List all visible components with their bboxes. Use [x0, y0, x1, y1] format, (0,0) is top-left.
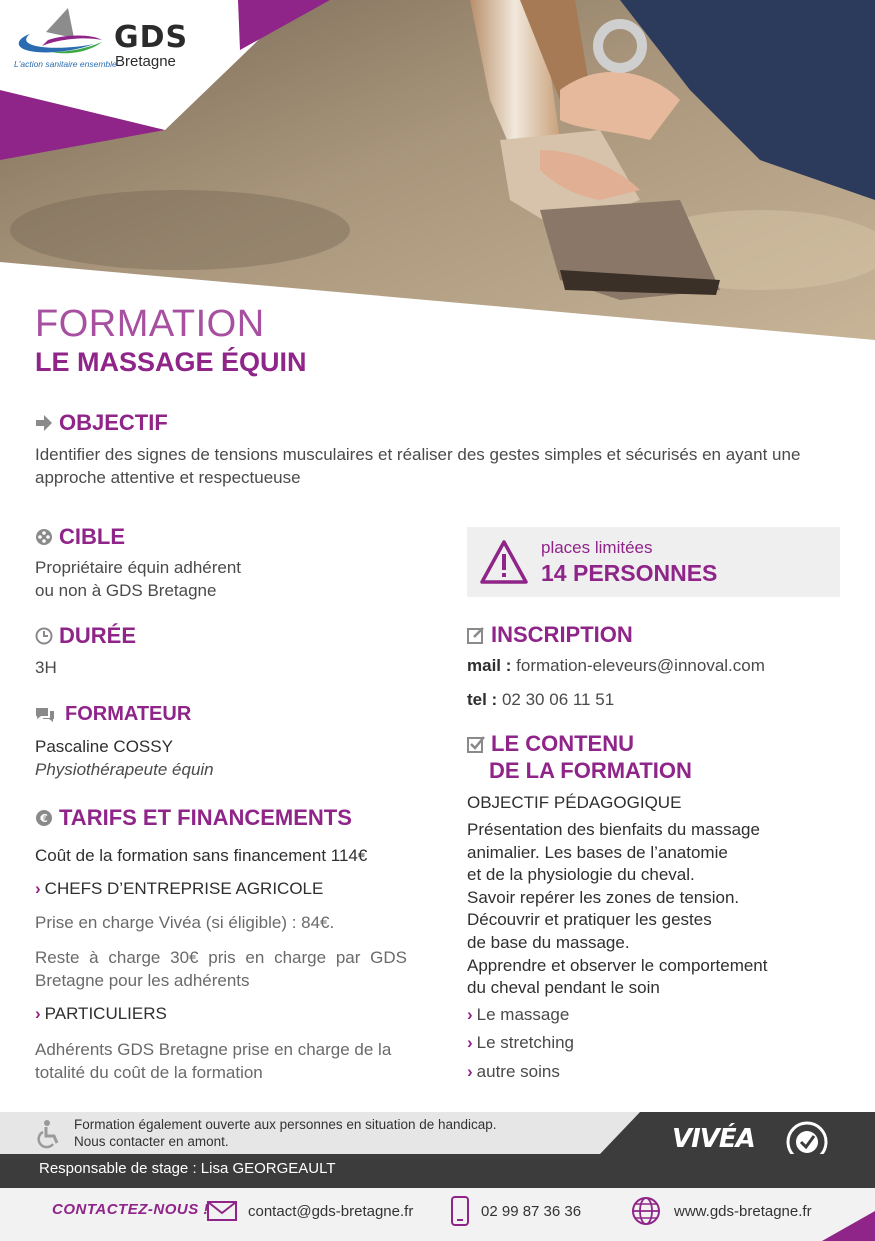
arrow-right-icon	[35, 414, 53, 432]
tarifs-vivea: Prise en charge Vivéa (si éligible) : 84€.	[35, 913, 335, 932]
contenu-line: et de la physiologie du cheval.	[467, 865, 695, 885]
tel-label: tel :	[467, 690, 498, 709]
cible-heading-label: CIBLE	[59, 524, 125, 549]
places-box	[467, 527, 840, 597]
handicap-line-2: Nous contacter en amont.	[74, 1134, 229, 1149]
contenu-heading-line2: DE LA FORMATION	[489, 758, 692, 783]
handicap-line-1: Formation également ouverte aux personnes en situation de handicap.	[74, 1117, 497, 1132]
gds-logo-mark-icon	[12, 6, 112, 58]
mail-label: mail :	[467, 656, 512, 675]
places-count: 14 PERSONNES	[541, 560, 718, 586]
brand-tagline: L'action sanitaire ensemble	[14, 59, 117, 69]
cible-line-1: Propriétaire équin adhérent	[35, 558, 242, 577]
particuliers-label	[35, 1004, 167, 1024]
chefs-label	[35, 879, 323, 899]
tarifs-heading-label: TARIFS ET FINANCEMENTS	[59, 805, 352, 830]
formateur-heading-label: FORMATEUR	[65, 703, 192, 725]
cible-line-2: ou non à GDS Bretagne	[35, 581, 217, 600]
tarifs-cost: Coût de la formation sans financement 114€	[35, 846, 368, 865]
contenu-line: Découvrir et pratiquer les gestes	[467, 910, 712, 930]
chefs-label-text: CHEFS D’ENTREPRISE AGRICOLE	[44, 879, 324, 898]
tarifs-reste: Reste à charge 30€ pris en charge par GDS Bretagne pour les adhérents	[35, 948, 407, 990]
duree-heading	[35, 623, 136, 649]
warning-icon	[479, 539, 529, 585]
footer-website[interactable]: www.gds-bretagne.fr	[674, 1203, 812, 1220]
contenu-item	[467, 1005, 569, 1025]
contenu-line: animalier. Les bases de l’anatomie	[467, 842, 728, 862]
footer-email[interactable]: contact@gds-bretagne.fr	[248, 1203, 414, 1220]
formateur-heading	[35, 703, 191, 726]
inscription-tel-row	[467, 688, 614, 711]
inscription-heading-label: INSCRIPTION	[491, 622, 633, 647]
duree-heading-label: DURÉE	[59, 623, 137, 648]
handicap-text	[74, 1116, 497, 1150]
contenu-line: Présentation des bienfaits du massage	[467, 820, 760, 839]
contenu-heading	[467, 731, 634, 757]
checkbox-icon	[467, 735, 485, 753]
inscription-heading	[467, 622, 633, 648]
objectif-text: Identifier des signes de tensions musculaires et réaliser des gestes simples et sécurisés en ayant une approche attentive et respectueuse	[35, 445, 801, 487]
objectif-heading-label: OBJECTIF	[59, 410, 168, 435]
contenu-item-label: Le massage	[476, 1005, 570, 1024]
vivea-logo-text: VIVÉA	[672, 1124, 755, 1154]
objectif-heading	[35, 410, 168, 436]
cible-heading	[35, 524, 125, 550]
svg-text:€: €	[40, 812, 48, 825]
tarifs-adherents: Adhérents GDS Bretagne prise en charge de la totalité du coût de la formation	[35, 1040, 392, 1082]
contenu-item	[467, 1033, 574, 1053]
contenu-item-label: Le stretching	[476, 1033, 575, 1052]
page-title: LE MASSAGE ÉQUIN	[35, 347, 307, 377]
chevron-right-icon: ›	[35, 879, 41, 898]
formateur-name: Pascaline COSSY	[35, 737, 173, 756]
brand-region: Bretagne	[115, 53, 176, 70]
mail-link[interactable]: formation-eleveurs@innoval.com	[516, 656, 765, 675]
responsable-text: Responsable de stage : Lisa GEORGEAULT	[39, 1160, 336, 1177]
chevron-right-icon: ›	[467, 1005, 473, 1024]
contenu-subheading: OBJECTIF PÉDAGOGIQUE	[467, 793, 682, 812]
duree-value: 3H	[35, 658, 57, 677]
edit-icon	[467, 626, 485, 644]
contenu-line: Savoir repérer les zones de tension.	[467, 887, 740, 907]
tarifs-heading	[35, 805, 352, 831]
chat-icon	[35, 706, 55, 724]
contenu-item	[467, 1062, 560, 1082]
chevron-right-icon: ›	[35, 1004, 41, 1023]
contenu-item-label: autre soins	[476, 1062, 560, 1081]
contenu-line: Apprendre et observer le comportement	[467, 955, 768, 975]
mail-icon	[207, 1201, 237, 1221]
tel-link[interactable]: 02 30 06 11 51	[501, 690, 615, 709]
gds-logo	[12, 6, 212, 76]
footer-phone[interactable]: 02 99 87 36 36	[481, 1203, 582, 1220]
brand-name: GDS	[114, 20, 189, 55]
clock-icon	[35, 627, 53, 645]
chevron-right-icon: ›	[467, 1033, 473, 1052]
particuliers-label-text: PARTICULIERS	[44, 1004, 167, 1023]
contenu-line: de base du massage.	[467, 932, 630, 952]
globe-icon	[631, 1196, 661, 1226]
euro-icon	[35, 809, 53, 827]
formateur-role: Physiothérapeute équin	[35, 760, 214, 779]
phone-icon	[451, 1196, 469, 1226]
title-kicker: FORMATION	[35, 303, 265, 345]
contenu-heading-line1: LE CONTENU	[491, 731, 634, 756]
contenu-line: du cheval pendant le soin	[467, 978, 660, 998]
target-icon	[35, 528, 53, 546]
chevron-right-icon: ›	[467, 1062, 473, 1081]
places-label: places limitées	[541, 538, 653, 557]
contactez-label: CONTACTEZ-NOUS !	[52, 1201, 209, 1218]
contenu-description	[467, 819, 768, 1000]
inscription-mail-row	[467, 654, 765, 677]
